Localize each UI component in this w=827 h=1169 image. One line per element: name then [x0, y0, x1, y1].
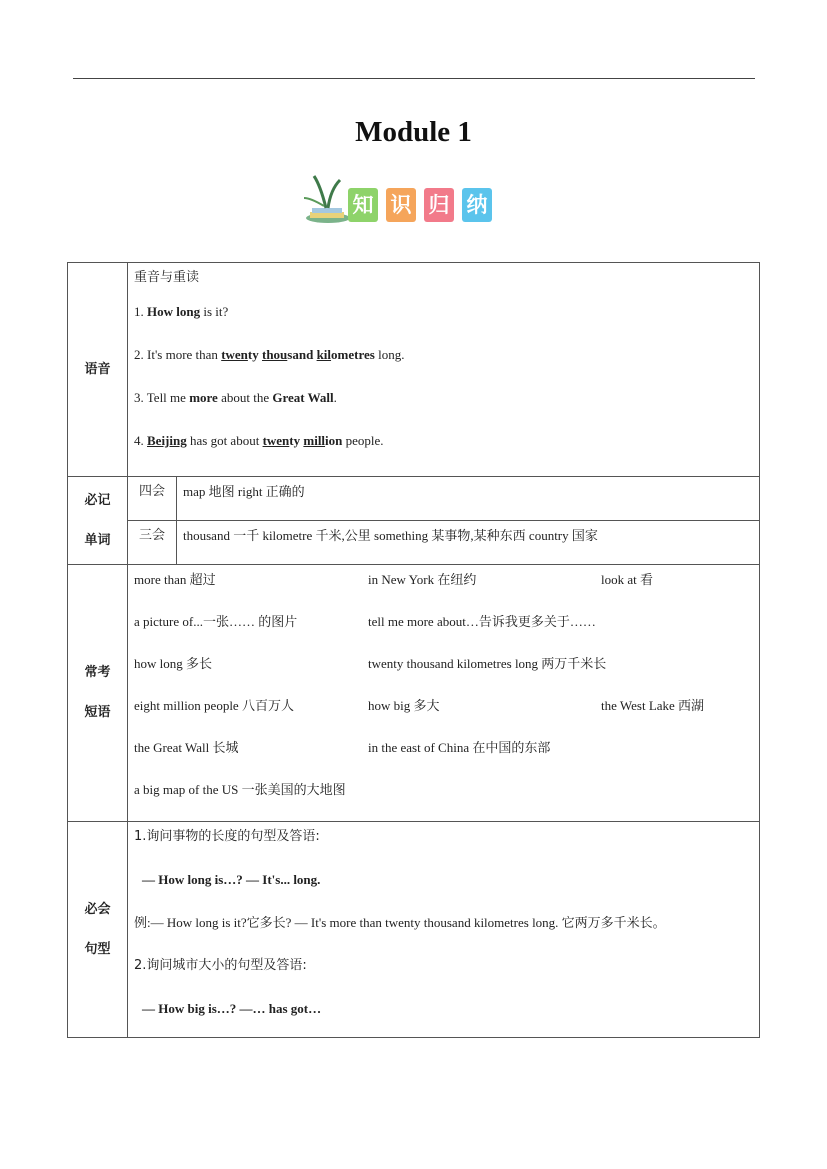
- sentences-content: [128, 822, 760, 1038]
- sentences-label: 必会 句型: [68, 822, 128, 1038]
- phrases-label: 常考 短语: [68, 565, 128, 822]
- page-title: Module 1: [355, 116, 472, 148]
- sentence-q1-pattern: — How long is…? — It's... long.: [142, 872, 321, 887]
- vocab-text-2: thousand 一千 kilometre 千米,公里 something 某事物,某种东西 country 国家: [183, 528, 598, 543]
- banner-char-2: 识: [386, 188, 416, 222]
- phonetics-line-3: 3. Tell me more about the Great Wall.: [134, 390, 337, 405]
- vocab-tag-2: 三会: [128, 521, 177, 564]
- knowledge-banner: [300, 172, 500, 228]
- vocab-content: [128, 477, 760, 565]
- phonetics-label: 语音: [68, 263, 128, 477]
- banner-char-4: 纳: [462, 188, 492, 222]
- sentence-q1: 1.询问事物的长度的句型及答语:: [134, 829, 320, 844]
- header-rule: [73, 78, 755, 79]
- phrases-content: [128, 565, 760, 822]
- phonetics-heading: 重音与重读: [134, 270, 200, 285]
- phrase-row-5: the Great Wall 长城 in the east of China 在中国的东部: [134, 740, 551, 755]
- vocab-text-1: map 地图 right 正确的: [183, 484, 305, 499]
- banner-char-1: 知: [348, 188, 378, 222]
- phonetics-line-4: 4. Beijing has got about twenty million people.: [134, 433, 384, 448]
- vocab-row-2: [128, 521, 759, 564]
- sentence-q2: 2.询问城市大小的句型及答语:: [134, 958, 307, 973]
- phrase-row-2: a picture of...一张…… 的图片 tell me more about…告诉我更多关于……: [134, 614, 596, 629]
- phonetics-line-2: 2. It's more than twenty thousand kilometres long.: [134, 347, 405, 362]
- vocab-row-1: [128, 477, 759, 521]
- phonetics-content: [128, 263, 760, 477]
- sentence-example: 例:— How long is it?它多长? — It's more than twenty thousand kilometres long. 它两万多千米长。: [134, 915, 666, 930]
- phrase-row-4: eight million people 八百万人 how big 多大 the West Lake 西湖: [134, 698, 705, 713]
- phrase-row-3: how long 多长 twenty thousand kilometres long 两万千米长: [134, 656, 607, 671]
- banner-char-3: 归: [424, 188, 454, 222]
- sentence-q2-pattern: — How big is…? —… has got…: [142, 1001, 322, 1016]
- phrase-row-1: more than 超过 in New York 在纽约 look at 看: [134, 572, 653, 587]
- vocab-label: 必记 单词: [68, 477, 128, 565]
- phonetics-line-1: 1. How long is it?: [134, 304, 229, 319]
- phrase-row-6: a big map of the US 一张美国的大地图: [134, 782, 346, 797]
- summary-table: [67, 262, 760, 1038]
- vocab-tag-1: 四会: [128, 477, 177, 520]
